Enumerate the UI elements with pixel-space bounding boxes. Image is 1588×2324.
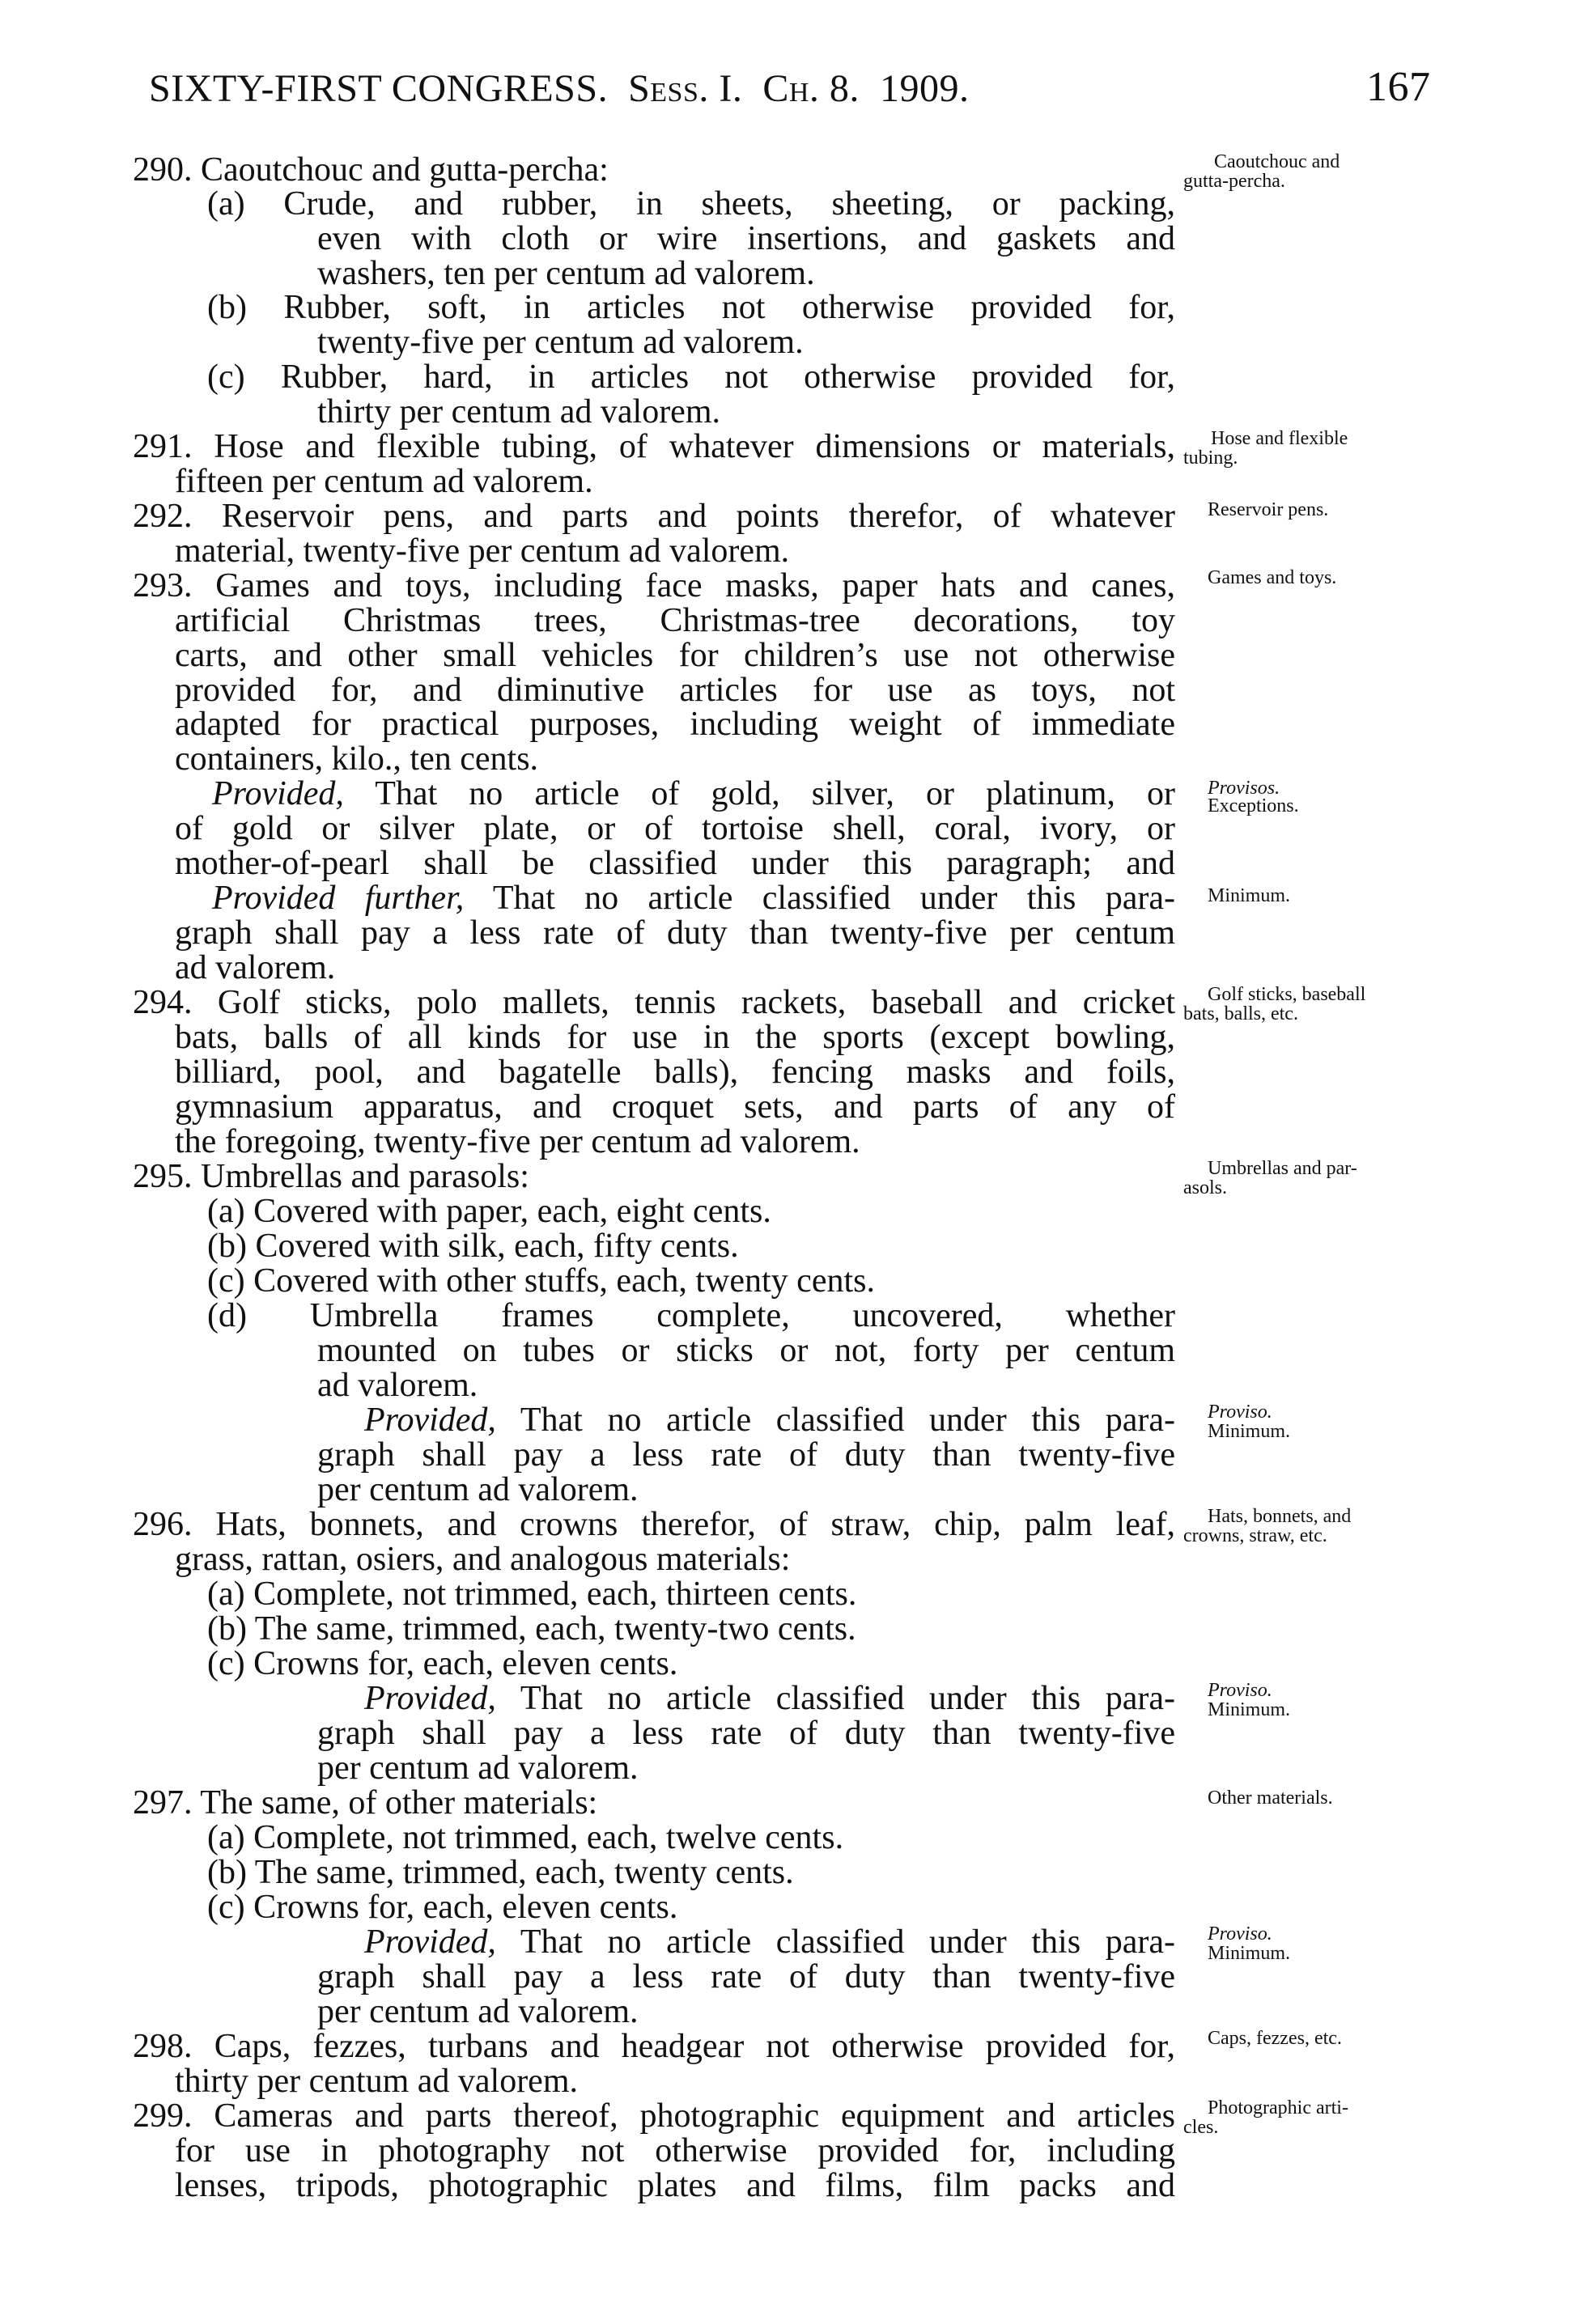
margin-note: tubing. — [1183, 447, 1238, 469]
text-line: (a) Covered with paper, each, eight cents. — [207, 1193, 771, 1230]
text-line: billiard, pool, and bagatelle balls), fencing masks and foils, — [175, 1054, 1175, 1091]
text-line: (c) Covered with other stuffs, each, twenty cents. — [207, 1262, 875, 1300]
chapter: Ch. 8. — [762, 67, 860, 110]
text-line: per centum ad valorem. — [317, 1993, 639, 2030]
margin-note: Minimum. — [1208, 1699, 1291, 1720]
text-line: graph shall pay a less rate of duty than twenty-five — [317, 1436, 1175, 1474]
text-line: Provided, That no article classified under this para- — [364, 1402, 1175, 1439]
page-number: 167 — [1366, 64, 1431, 110]
text-line: washers, ten per centum ad valorem. — [317, 255, 815, 292]
margin-note: Minimum. — [1208, 885, 1291, 906]
text-line: (c) Rubber, hard, in articles not otherwise provided for, — [207, 358, 1175, 396]
margin-note: Games and toys. — [1208, 567, 1337, 588]
text-line: fifteen per centum ad valorem. — [175, 463, 593, 500]
text-line: (b) The same, trimmed, each, twenty-two cents. — [207, 1610, 856, 1648]
text-line: 296. Hats, bonnets, and crowns therefor, of straw, chip, palm leaf, — [133, 1506, 1175, 1543]
margin-note: cles. — [1183, 2117, 1219, 2138]
text-line: 291. Hose and flexible tubing, of whatever dimensions or materials, — [133, 428, 1175, 465]
text-line: mounted on tubes or sticks or not, forty per centum — [317, 1332, 1175, 1369]
text-line: (b) The same, trimmed, each, twenty cents. — [207, 1854, 794, 1891]
text-line: gymnasium apparatus, and croquet sets, and parts of any of — [175, 1088, 1175, 1126]
text-line: (d) Umbrella frames complete, uncovered, whether — [207, 1297, 1175, 1334]
text-line: graph shall pay a less rate of duty than twenty-five per centum — [175, 914, 1175, 952]
margin-note: Proviso. — [1208, 1402, 1272, 1423]
margin-note: Exceptions. — [1208, 795, 1299, 816]
text-line: twenty-five per centum ad valorem. — [317, 324, 804, 361]
text-line: Provided, That no article of gold, silver, or platinum, or — [212, 775, 1175, 812]
text-line: grass, rattan, osiers, and analogous materials: — [175, 1541, 791, 1578]
text-line: Provided, That no article classified under this para- — [364, 1923, 1175, 1961]
congress-title: SIXTY-FIRST CONGRESS. — [149, 67, 609, 110]
margin-note: Golf sticks, baseball — [1208, 984, 1366, 1005]
margin-note: Other materials. — [1208, 1788, 1333, 1809]
margin-note: crowns, straw, etc. — [1183, 1525, 1327, 1546]
margin-note: Minimum. — [1208, 1421, 1291, 1442]
text-line: 297. The same, of other materials: — [133, 1784, 598, 1821]
margin-note: Caoutchouc and — [1214, 151, 1340, 172]
margin-note: Hose and flexible — [1211, 428, 1348, 449]
text-line: 295. Umbrellas and parasols: — [133, 1158, 529, 1195]
italic-proviso: Provided, — [364, 1680, 496, 1717]
text-line: (a) Complete, not trimmed, each, twelve cents. — [207, 1819, 844, 1856]
text-line: (c) Crowns for, each, eleven cents. — [207, 1645, 678, 1682]
text-line: thirty per centum ad valorem. — [175, 2063, 578, 2100]
text-line: (b) Covered with silk, each, fifty cents. — [207, 1228, 739, 1265]
margin-note: Provisos. — [1208, 778, 1280, 799]
text-line: artificial Christmas trees, Christmas-tree decorations, toy — [175, 602, 1175, 639]
text-line: thirty per centum ad valorem. — [317, 393, 720, 430]
margin-note: Reservoir pens. — [1208, 499, 1329, 520]
text-line: ad valorem. — [175, 949, 336, 986]
text-line: 290. Caoutchouc and gutta-percha: — [133, 151, 609, 189]
italic-proviso: Provided, — [364, 1923, 496, 1961]
margin-note: asols. — [1183, 1177, 1227, 1198]
text-line: containers, kilo., ten cents. — [175, 740, 539, 778]
margin-note: Proviso. — [1208, 1680, 1272, 1701]
text-line: 293. Games and toys, including face masks, paper hats and canes, — [133, 567, 1175, 604]
text-line: (b) Rubber, soft, in articles not otherwise provided for, — [207, 289, 1175, 326]
text-line: 292. Reservoir pens, and parts and points therefor, of whatever — [133, 498, 1175, 535]
text-line: graph shall pay a less rate of duty than twenty-five — [317, 1958, 1175, 1995]
text-line: adapted for practical purposes, including weight of immediate — [175, 706, 1175, 743]
text-line: (c) Crowns for, each, eleven cents. — [207, 1889, 678, 1926]
text-line: per centum ad valorem. — [317, 1749, 639, 1787]
session: Sess. I. — [628, 67, 743, 110]
year: 1909. — [879, 67, 970, 110]
text-line: material, twenty-five per centum ad valorem. — [175, 532, 790, 570]
text-line: carts, and other small vehicles for children’s use not otherwise — [175, 637, 1175, 674]
italic-proviso: Provided, — [212, 775, 344, 812]
text-line: 299. Cameras and parts thereof, photographic equipment and articles — [133, 2097, 1175, 2135]
margin-note: Minimum. — [1208, 1943, 1291, 1964]
text-line: even with cloth or wire insertions, and gaskets and — [317, 220, 1175, 257]
margin-note: bats, balls, etc. — [1183, 1003, 1298, 1024]
text-line: Provided further, That no article classified under this para- — [212, 880, 1175, 917]
text-line: (a) Crude, and rubber, in sheets, sheeting, or packing, — [207, 185, 1175, 223]
margin-note: Proviso. — [1208, 1923, 1272, 1944]
text-line: of gold or silver plate, or of tortoise shell, coral, ivory, or — [175, 810, 1175, 847]
text-line: Provided, That no article classified under this para- — [364, 1680, 1175, 1717]
margin-note: gutta-percha. — [1183, 171, 1285, 192]
text-line: per centum ad valorem. — [317, 1471, 639, 1508]
text-line: 294. Golf sticks, polo mallets, tennis rackets, baseball and cricket — [133, 984, 1175, 1021]
margin-note: Caps, fezzes, etc. — [1208, 2028, 1342, 2049]
text-line: ad valorem. — [317, 1367, 478, 1404]
text-line: mother-of-pearl shall be classified under this paragraph; and — [175, 845, 1175, 882]
text-line: graph shall pay a less rate of duty than twenty-five — [317, 1715, 1175, 1752]
text-line: 298. Caps, fezzes, turbans and headgear not otherwise provided for, — [133, 2028, 1175, 2065]
text-line: the foregoing, twenty-five per centum ad valorem. — [175, 1123, 860, 1160]
italic-proviso: Provided further, — [212, 880, 465, 917]
text-line: provided for, and diminutive articles for use as toys, not — [175, 672, 1175, 709]
text-line: (a) Complete, not trimmed, each, thirteen cents. — [207, 1575, 857, 1613]
italic-proviso: Provided, — [364, 1402, 496, 1439]
margin-note: Photographic arti- — [1208, 2097, 1348, 2118]
text-line: bats, balls of all kinds for use in the sports (except bowling, — [175, 1019, 1175, 1056]
margin-note: Umbrellas and par- — [1208, 1158, 1357, 1179]
running-head — [149, 66, 969, 111]
text-line: for use in photography not otherwise provided for, including — [175, 2132, 1175, 2169]
text-line: lenses, tripods, photographic plates and films, film packs and — [175, 2167, 1175, 2204]
margin-note: Hats, bonnets, and — [1208, 1506, 1352, 1527]
